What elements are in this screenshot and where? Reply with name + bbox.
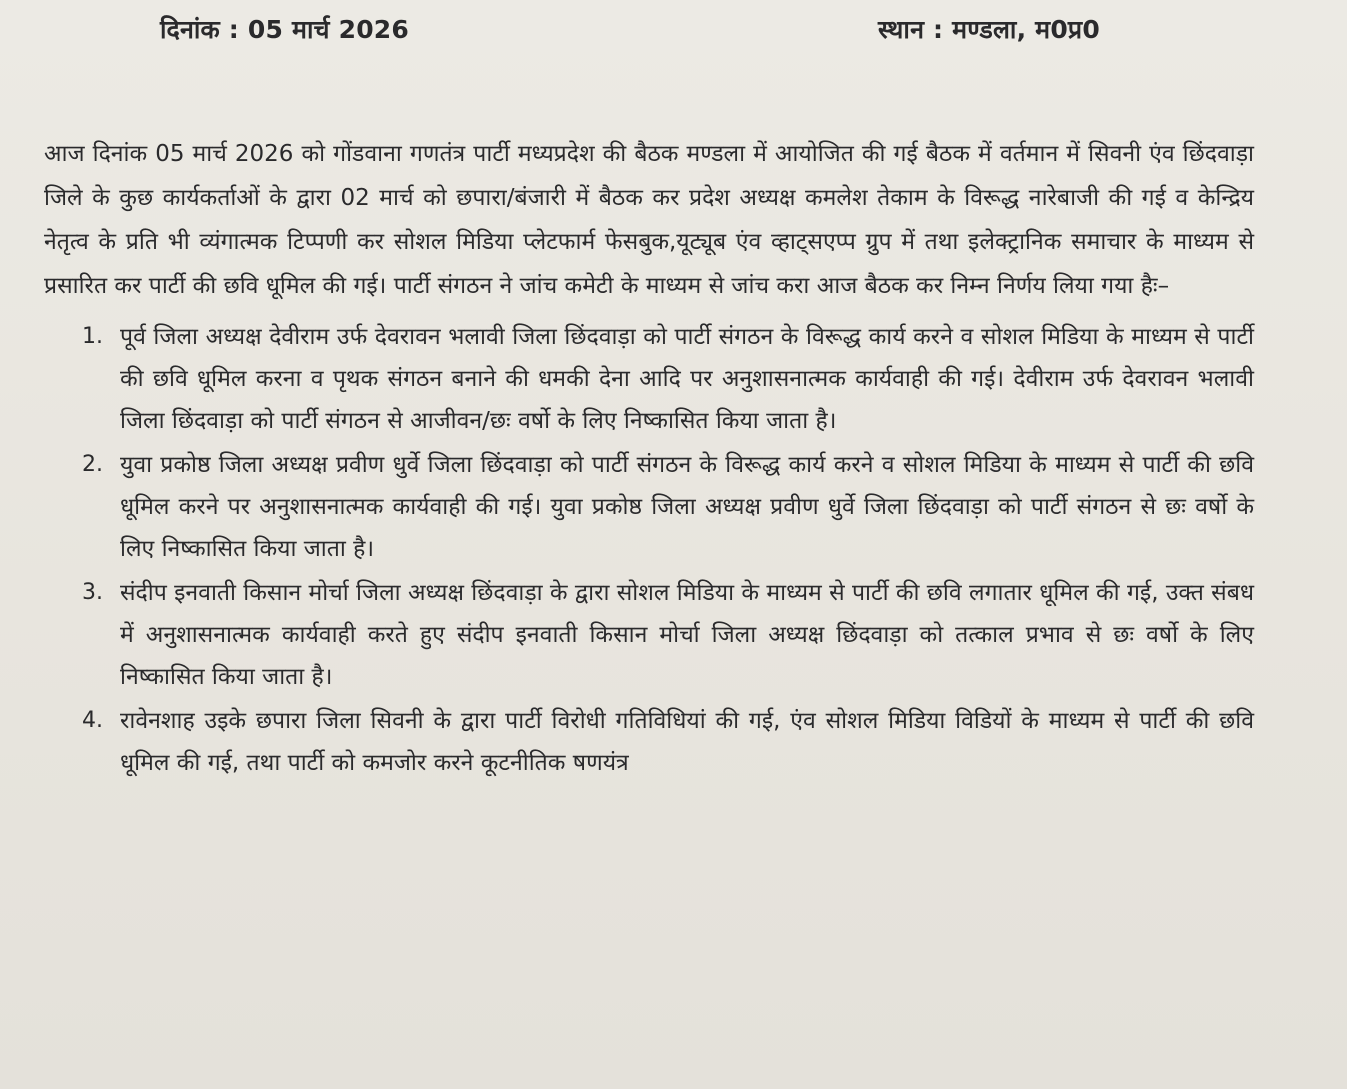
decision-number: 3. bbox=[82, 580, 103, 605]
decision-item bbox=[44, 700, 1254, 784]
decision-text: रावेनशाह उइके छपारा जिला सिवनी के द्वारा पार्टी विरोधी गतिविधियां की गई, एंव सोशल मिडिया विडियों के माध्यम से पार्टी की छवि धूमिल की गई, तथा पार्टी को कमजोर करने कूटनीतिक षणयंत्र bbox=[120, 708, 1254, 776]
decision-item bbox=[44, 316, 1254, 442]
decision-number: 4. bbox=[82, 708, 103, 733]
decision-text: संदीप इनवाती किसान मोर्चा जिला अध्यक्ष छिंदवाड़ा के द्वारा सोशल मिडिया के माध्यम से पार्टी की छवि लगातार धूमिल की गई, उक्त संबध में अनुशासनात्मक कार्यवाही करते हुए संदीप इनवाती किसान मोर्चा जिला अध्यक्ष छिंदवाड़ा को तत्काल प्रभाव से छः वर्षो के लिए निष्कासित किया जाता है। bbox=[120, 580, 1254, 690]
decision-item bbox=[44, 444, 1254, 570]
letter-date: दिनांक : 05 मार्च 2026 bbox=[160, 15, 409, 44]
letter-body bbox=[44, 132, 1254, 786]
letter-header bbox=[0, 12, 1347, 52]
letter-place: स्थान : मण्डला, म0प्र0 bbox=[878, 15, 1100, 44]
decision-text: पूर्व जिला अध्यक्ष देवीराम उर्फ देवरावन भलावी जिला छिंदवाड़ा को पार्टी संगठन के विरूद्ध कार्य करने व सोशल मिडिया के माध्यम से पार्टी की छवि धूमिल करना व पृथक संगठन बनाने की धमकी देना आदि पर अनुशासनात्मक कार्यवाही की गई। देवीराम उर्फ देवरावन भलावी जिला छिंदवाड़ा को पार्टी संगठन से आजीवन/छः वर्षो के लिए निष्कासित किया जाता है। bbox=[120, 324, 1254, 434]
intro-paragraph: आज दिनांक 05 मार्च 2026 को गोंडवाना गणतंत्र पार्टी मध्यप्रदेश की बैठक मण्डला में आयोजित की गई बैठक में वर्तमान में सिवनी एंव छिंदवाड़ा जिले के कुछ कार्यकर्ताओं के द्वारा 02 मार्च को छपारा/बंजारी में बैठक कर प्रदेश अध्यक्ष कमलेश तेकाम के विरूद्ध नारेबाजी की गई व केन्द्रिय नेतृत्व के प्रति भी व्यंगात्मक टिप्पणी कर सोशल मिडिया प्लेटफार्म फेसबुक,यूट्यूब एंव व्हाट्सएप्प ग्रुप में तथा इलेक्ट्रानिक समाचार के माध्यम से प्रसारित कर पार्टी की छवि धूमिल की गई। पार्टी संगठन ने जांच कमेटी के माध्यम से जांच करा आज बैठक कर निम्न निर्णय लिया गया हैः– bbox=[44, 141, 1254, 299]
decision-item bbox=[44, 572, 1254, 698]
decision-list bbox=[44, 316, 1254, 784]
decision-number: 1. bbox=[82, 324, 103, 349]
decision-number: 2. bbox=[82, 452, 103, 477]
decision-text: युवा प्रकोष्ठ जिला अध्यक्ष प्रवीण धुर्वे जिला छिंदवाड़ा को पार्टी संगठन के विरूद्ध कार्य करने व सोशल मिडिया के माध्यम से पार्टी की छवि धूमिल करने पर अनुशासनात्मक कार्यवाही की गई। युवा प्रकोष्ठ जिला अध्यक्ष प्रवीण धुर्वे जिला छिंदवाड़ा को पार्टी संगठन से छः वर्षो के लिए निष्कासित किया जाता है। bbox=[120, 452, 1254, 562]
